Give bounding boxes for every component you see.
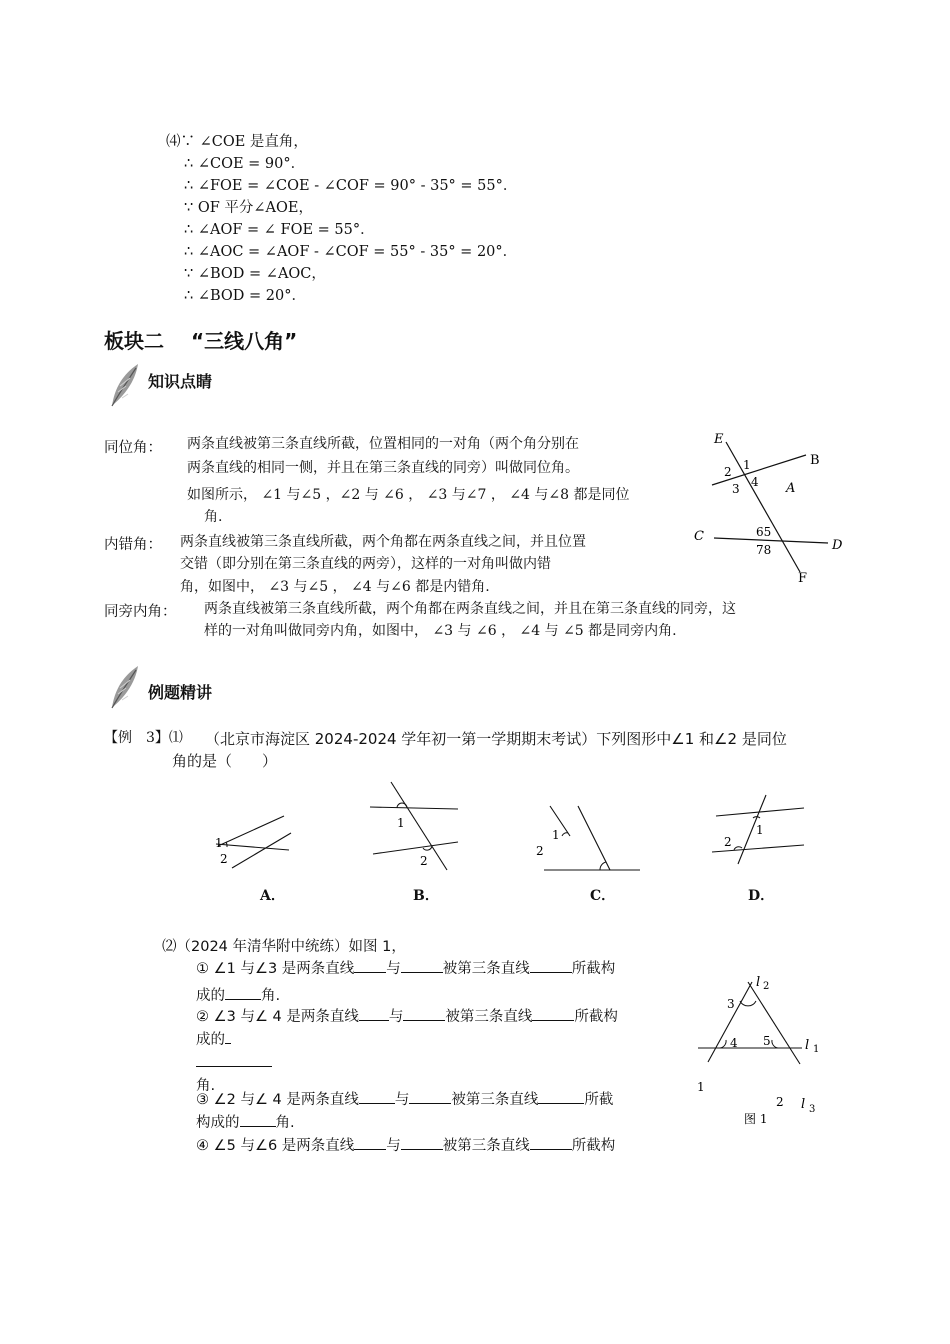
q2-item-3-text-b: 与 xyxy=(394,1092,410,1108)
option-a-figure xyxy=(200,800,300,880)
figure-1-label-l2: l xyxy=(756,975,761,990)
q2-item-3-blank-2[interactable] xyxy=(409,1089,451,1104)
figure-1-angle-4: 4 xyxy=(730,1036,738,1050)
tongwei-line-4: 角. xyxy=(204,509,223,525)
example-3-q1-line-2: 角的是（ ） xyxy=(172,752,278,770)
tongpang-line-1: 两条直线被第三条直线所截，两个角都在两条直线之间，并且在第三条直线的同旁，这 xyxy=(204,601,736,617)
knowledge-heading: 知识点睛 xyxy=(148,372,213,391)
option-d-figure xyxy=(706,790,816,870)
section-title: 板块二 “三线八角” xyxy=(104,329,298,353)
q2-item-2-blank-2[interactable] xyxy=(403,1006,445,1021)
option-b-angle-2: 2 xyxy=(420,854,428,868)
feather-icon xyxy=(106,362,142,408)
figure-1-label-l2-sub: 2 xyxy=(763,981,770,992)
tongpang-term: 同旁内角： xyxy=(104,604,177,620)
q2-item-1 xyxy=(196,956,615,1010)
q2-item-1-blank-2[interactable] xyxy=(401,958,443,973)
example-3-q1-line-1: （北京市海淀区 2024-2024 学年初一第一学期期末考试）下列图形中∠1 和∠2 是同位 xyxy=(205,730,787,748)
q2-item-4-text-b: 与 xyxy=(386,1138,401,1154)
label-f: F xyxy=(798,571,808,586)
label-e: E xyxy=(714,432,724,447)
q2-item-4-blank-3[interactable] xyxy=(530,1135,572,1150)
label-c: C xyxy=(694,529,704,544)
q2-item-2 xyxy=(196,1006,618,1098)
q2-item-4-text-c: 被第三条直线 xyxy=(442,1138,530,1154)
option-d-angle-1: 1 xyxy=(756,823,764,837)
feather-icon xyxy=(106,664,142,710)
option-b-angle-1: 1 xyxy=(397,816,405,830)
tongwei-line-1: 两条直线被第三条直线所截，位置相同的一对角（两个角分别在 xyxy=(187,436,579,452)
neicuo-line-1: 两条直线被第三条直线所截，两个角都在两条直线之间，并且位置 xyxy=(180,534,586,550)
q2-item-1-blank-1[interactable] xyxy=(354,958,386,973)
neicuo-line-2: 交错（即分别在第三条直线的两旁），这样的一对角叫做内错 xyxy=(180,556,551,572)
q2-item-3-blank-1[interactable] xyxy=(359,1089,395,1104)
q2-item-4 xyxy=(196,1135,615,1158)
q2-item-2-blank-4a[interactable] xyxy=(225,1029,231,1044)
q2-item-2-text-e: 成的 xyxy=(196,1032,225,1048)
q2-item-1-text-f: 角. xyxy=(261,988,281,1004)
q2-item-4-blank-2[interactable] xyxy=(401,1135,443,1150)
figure-1-angle-3: 3 xyxy=(727,997,735,1011)
q2-item-1-text-c: 被第三条直线 xyxy=(442,961,530,977)
tongwei-line-2: 两条直线的相同一侧，并且在第三条直线的同旁）叫做同位角。 xyxy=(187,460,579,476)
proof-line-8: ∴ ∠BOD = 20°． xyxy=(184,288,306,304)
label-angle-3: 3 xyxy=(732,482,740,496)
q2-item-2-text-b: 与 xyxy=(388,1009,404,1025)
tongwei-line-3: 如图所示， ∠1 与∠5 ，∠2 与 ∠6 ， ∠3 与∠7 ， ∠4 与∠8 都是同位 xyxy=(187,487,630,503)
figure-1-label-l3: l xyxy=(801,1097,806,1112)
figure-1-angle-5: 5 xyxy=(763,1034,771,1048)
figure-1-line-l2 xyxy=(708,982,752,1062)
label-angle-4: 4 xyxy=(751,475,759,489)
label-angle-1: 1 xyxy=(743,458,751,472)
option-c-angle-2: 2 xyxy=(536,844,544,858)
example-3-q2-intro: ⑵（2024 年清华附中统练）如图 1， xyxy=(162,939,406,955)
proof-line-2: ∴ ∠COE = 90°． xyxy=(184,156,306,172)
examples-heading: 例题精讲 xyxy=(148,683,213,702)
q2-item-2-text-f: 角. xyxy=(196,1078,216,1094)
tongwei-term: 同位角： xyxy=(104,440,162,456)
neicuo-term: 内错角： xyxy=(104,537,162,553)
proof-line-5: ∴ ∠AOF = ∠ FOE = 55°． xyxy=(184,222,375,238)
option-a-label[interactable]: A． xyxy=(260,888,285,904)
q2-item-3-text-c: 被第三条直线 xyxy=(451,1092,539,1108)
option-c-label[interactable]: C． xyxy=(590,888,616,904)
tongpang-line-2: 样的一对角叫做同旁内角，如图中， ∠3 与 ∠6 ， ∠4 与 ∠5 都是同旁内角. xyxy=(204,623,677,639)
option-b-label[interactable]: B． xyxy=(413,888,439,904)
q2-item-1-blank-4[interactable] xyxy=(225,985,261,1000)
option-c-angle-1: 1 xyxy=(552,828,560,842)
figure-1-label-l1-sub: 1 xyxy=(813,1044,820,1055)
label-b: B xyxy=(810,453,820,468)
proof-line-4: ∵ OF 平分∠AOE， xyxy=(184,200,313,216)
label-angles-78: 78 xyxy=(756,543,772,557)
q2-item-2-text-a: ② ∠3 与∠ 4 是两条直线 xyxy=(196,1009,359,1025)
proof-line-7: ∵ ∠BOD = ∠AOC， xyxy=(184,266,326,282)
figure-1 xyxy=(690,968,830,1130)
figure-1-caption: 图 1 xyxy=(744,1112,768,1126)
q2-item-2-blank-4[interactable] xyxy=(196,1052,272,1067)
q2-item-4-blank-1[interactable] xyxy=(354,1135,386,1150)
label-a: A xyxy=(786,481,796,496)
label-angles-65: 65 xyxy=(756,525,772,539)
q2-item-3-text-a: ③ ∠2 与∠ 4 是两条直线 xyxy=(196,1092,359,1108)
neicuo-line-3: 角，如图中， ∠3 与∠5 ， ∠4 与∠6 都是内错角. xyxy=(180,579,490,595)
option-d-label[interactable]: D． xyxy=(748,888,775,904)
figure-1-label-l3-sub: 3 xyxy=(809,1104,816,1115)
proof-line-6: ∴ ∠AOC = ∠AOF - ∠COF = 55° - 35° = 20°． xyxy=(184,244,518,260)
proof-line-3: ∴ ∠FOE = ∠COE - ∠COF = 90° - 35° = 55°． xyxy=(184,178,518,194)
q2-item-1-text-b: 与 xyxy=(386,961,401,977)
proof-block xyxy=(166,131,517,307)
example-3-tag: 【例 3】⑴ xyxy=(104,730,183,746)
q2-item-2-blank-3[interactable] xyxy=(532,1006,574,1021)
q2-item-1-blank-3[interactable] xyxy=(530,958,572,973)
option-c-figure xyxy=(530,800,650,880)
q2-item-4-text-a: ④ ∠5 与∠6 是两条直线 xyxy=(196,1138,355,1154)
q2-item-3-text-e: 构成的 xyxy=(196,1115,240,1131)
option-a-angle-2: 2 xyxy=(220,852,228,866)
label-d: D xyxy=(832,538,843,553)
figure-1-angle-2: 2 xyxy=(776,1095,784,1109)
q2-item-3-text-f: 角. xyxy=(275,1115,295,1131)
three-lines-eight-angles-figure xyxy=(688,428,858,592)
q2-item-2-blank-1[interactable] xyxy=(359,1006,389,1021)
q2-item-1-text-a: ① ∠1 与∠3 是两条直线 xyxy=(196,961,355,977)
q2-item-4-text-d: 所截构 xyxy=(571,1138,616,1154)
q2-item-1-text-d: 所截构 xyxy=(571,961,616,977)
figure-1-angle-1: 1 xyxy=(697,1080,705,1094)
q2-item-3-blank-4[interactable] xyxy=(240,1112,276,1127)
q2-item-2-text-d: 所截构 xyxy=(574,1009,618,1025)
q2-item-2-text-c: 被第三条直线 xyxy=(445,1009,533,1025)
q2-item-3-blank-3[interactable] xyxy=(538,1089,584,1104)
q2-item-1-text-e: 成的 xyxy=(196,988,225,1004)
q2-item-3 xyxy=(196,1089,613,1135)
option-b-figure xyxy=(365,780,465,880)
option-d-angle-2: 2 xyxy=(724,835,732,849)
figure-1-line-l3 xyxy=(748,982,800,1064)
figure-1-label-l1: l xyxy=(805,1038,810,1053)
proof-line-1: ⑷∵ ∠COE 是直角， xyxy=(166,134,308,150)
option-a-angle-1: 1 xyxy=(215,836,223,850)
label-angle-2: 2 xyxy=(724,465,732,479)
q2-item-3-text-d: 所截 xyxy=(584,1092,614,1108)
